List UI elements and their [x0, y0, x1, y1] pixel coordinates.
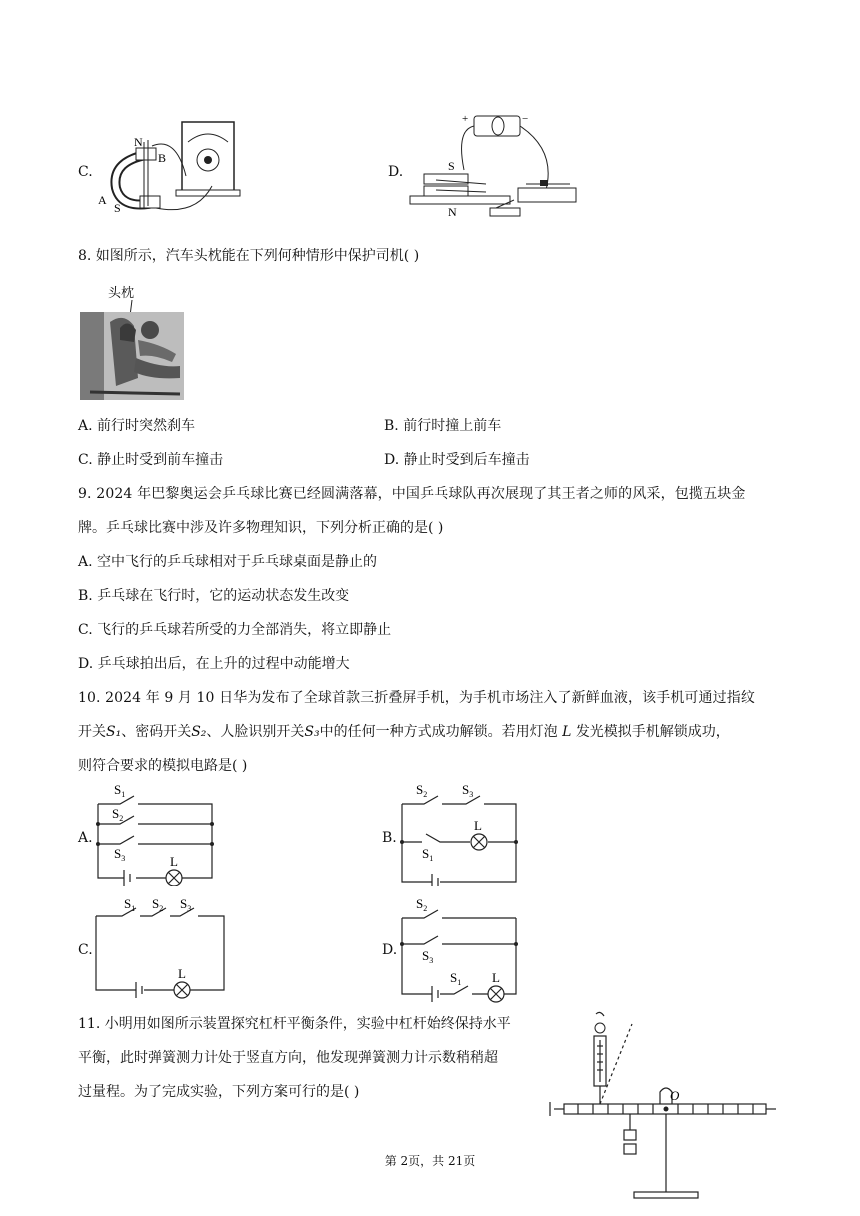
- q10a-label-l: L: [170, 854, 178, 869]
- q10-option-d-label: D.: [382, 942, 398, 958]
- q10-circuit-a: [96, 782, 220, 886]
- q10-stem-part-e: 发光模拟手机解锁成功，: [575, 724, 730, 740]
- q9-option-a: A. 空中飞行的乒乓球相对于乒乓球桌面是静止的: [78, 554, 378, 570]
- q10c-label-l: L: [178, 966, 186, 981]
- q10c-label-s2: $S_2$: [152, 896, 164, 913]
- q7-option-c-label: C.: [78, 164, 93, 180]
- q8-headrest-image: [80, 282, 184, 400]
- q7-c-letter-n: N: [134, 135, 143, 149]
- q10-stem-line1: 10. 2024 年 9 月 10 日华为发布了全球首款三折叠屏手机，为手机市场注入了新鲜血液，该手机可通过指纹: [78, 690, 755, 706]
- q10-sym-l: L: [562, 724, 572, 740]
- q10b-label-s2: $S_2$: [416, 782, 428, 799]
- q10b-label-s3: $S_3$: [462, 782, 474, 799]
- q10b-label-s1: $S_1$: [422, 846, 434, 863]
- q8-option-d: D. 静止时受到后车撞击: [384, 452, 530, 468]
- q10-stem-line3: 则符合要求的模拟电路是( ): [78, 758, 248, 774]
- q8-image-caption: 头枕: [108, 286, 135, 301]
- q8-option-a: A. 前行时突然刹车: [78, 418, 196, 434]
- q7-d-letter-n: N: [448, 205, 457, 219]
- q9-stem-line1: 9. 2024 年巴黎奥运会乒乓球比赛已经圆满落幕，中国乒乓球队再次展现了其王者之师的风采，包揽五块金: [78, 486, 746, 502]
- q11-stem-line2: 平衡，此时弹簧测力计处于竖直方向，他发现弹簧测力计示数稍稍超: [78, 1050, 498, 1066]
- q8-option-c: C. 静止时受到前车撞击: [78, 452, 224, 468]
- q10-stem-part-d: 中的任何一种方式成功解锁。若用灯泡: [319, 724, 558, 740]
- q7-d-letter-s: S: [448, 159, 455, 173]
- q10d-label-s2: $S_2$: [416, 896, 428, 913]
- q8-stem: 8. 如图所示，汽车头枕能在下列何种情形中保护司机( ): [78, 248, 420, 264]
- q10a-label-s1: $S_1$: [114, 782, 126, 799]
- q11-stem-line3: 过量程。为了完成实验，下列方案可行的是( ): [78, 1084, 360, 1100]
- q11-stem-line1: 11. 小明用如图所示装置探究杠杆平衡条件，实验中杠杆始终保持水平: [78, 1016, 511, 1032]
- q7-option-d-figure: [406, 110, 586, 222]
- q10b-label-l: L: [474, 818, 482, 833]
- q10-sym-s3: S₃: [304, 724, 320, 740]
- q10c-label-s1: $S_1$: [124, 896, 136, 913]
- q10-option-c-label: C.: [78, 942, 93, 958]
- q7-d-minus: −: [522, 113, 529, 125]
- page-footer: 第 2页，共 21页: [384, 1154, 476, 1168]
- q11-lever-figure: [548, 1010, 782, 1210]
- q9-stem-line2: 牌。乒乓球比赛中涉及许多物理知识，下列分析正确的是( ): [78, 520, 444, 536]
- q10c-label-s3: $S_3$: [180, 896, 192, 913]
- q7-c-letter-b: B: [158, 151, 167, 165]
- q8-option-b: B. 前行时撞上前车: [384, 418, 502, 434]
- q10d-label-s3: $S_3$: [422, 948, 434, 965]
- q10-stem-part-a: 开关: [78, 724, 106, 740]
- q7-d-plus: +: [462, 113, 469, 125]
- q10-sym-s1: S₁: [106, 724, 122, 740]
- q7-c-letter-a: A: [98, 193, 107, 207]
- q9-option-b: B. 乒乓球在飞行时，它的运动状态发生改变: [78, 588, 350, 604]
- q10d-label-l: L: [492, 970, 500, 985]
- q10a-label-s2: $S_2$: [112, 806, 124, 823]
- q9-option-d: D. 乒乓球拍出后，在上升的过程中动能增大: [78, 656, 350, 672]
- q10-stem-part-b: 、密码开关: [121, 724, 192, 740]
- q10-stem-line2: [78, 722, 730, 742]
- q10-circuit-d: [400, 894, 522, 1004]
- q10a-label-s3: $S_3$: [114, 846, 126, 863]
- q9-option-c: C. 飞行的乒乓球若所受的力全部消失，将立即静止: [78, 622, 392, 638]
- q10-option-a-label: A.: [78, 830, 93, 846]
- q11-label-o: O: [670, 1088, 680, 1103]
- q10-circuit-c: [94, 894, 228, 1000]
- q10-sym-s2: S₂: [191, 724, 207, 740]
- q7-c-letter-s: S: [114, 201, 121, 215]
- q10-option-b-label: B.: [382, 830, 397, 846]
- q10-stem-part-c: 、人脸识别开关: [206, 724, 305, 740]
- q7-option-d-label: D.: [388, 164, 404, 180]
- q10d-label-s1: $S_1$: [450, 970, 462, 987]
- q10-circuit-b: [400, 782, 522, 886]
- q7-option-c-figure: [96, 116, 256, 226]
